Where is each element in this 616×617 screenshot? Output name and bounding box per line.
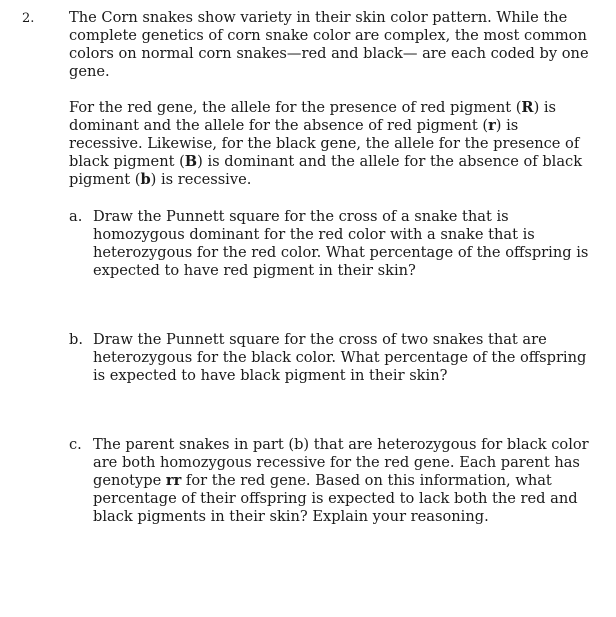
part-a-text: Draw the Punnett square for the cross of a snake that is homozygous dominant for the red color with a snake that is heterozygous for the red color. What percentage of the offspring is expected to have red pigment in their skin? xyxy=(93,208,589,279)
part-b-label: b. xyxy=(69,331,83,348)
sub-questions xyxy=(69,208,596,526)
gene-paragraph xyxy=(69,99,596,189)
part-a xyxy=(69,208,596,280)
allele-r: r xyxy=(488,117,496,134)
gene-text-5: ) is recessive. xyxy=(150,171,252,188)
part-c-text xyxy=(93,436,596,526)
question-number: 2. xyxy=(22,11,35,26)
genotype-rr: rr xyxy=(165,472,182,489)
question-body xyxy=(69,9,596,526)
part-c-text-2: for the red gene. Based on this information, what percentage of their offspring is expected to lack both the red and black pigments in their skin? Explain your reasoning. xyxy=(93,472,578,525)
part-c-label: c. xyxy=(69,436,82,453)
intro-paragraph: The Corn snakes show variety in their skin color pattern. While the complete genetics of corn snake color are complex, the most common colors on normal corn snakes—red and black— are each coded by one gene. xyxy=(69,9,589,80)
allele-R: R xyxy=(521,99,534,116)
gene-text-3: ) is recessive. Likewise, for the black gene, the allele for the presence of black pigment ( xyxy=(69,117,580,170)
part-c-text-1: The parent snakes in part (b) that are heterozygous for black color are both homozygous recessive for the red gene. Each parent has genotype xyxy=(93,436,589,489)
allele-b: b xyxy=(140,171,151,188)
part-b-text: Draw the Punnett square for the cross of two snakes that are heterozygous for the black color. What percentage of the offspring is expected to have black pigment in their skin? xyxy=(93,331,587,384)
gene-text-2: ) is dominant and the allele for the absence of red pigment ( xyxy=(69,99,557,134)
gene-text-4: ) is dominant and the allele for the absence of black pigment ( xyxy=(69,153,583,188)
part-a-label: a. xyxy=(69,208,83,225)
part-c xyxy=(69,436,596,526)
gene-text-1: For the red gene, the allele for the presence of red pigment ( xyxy=(69,99,522,116)
part-b xyxy=(69,331,596,385)
allele-B: B xyxy=(184,153,198,170)
